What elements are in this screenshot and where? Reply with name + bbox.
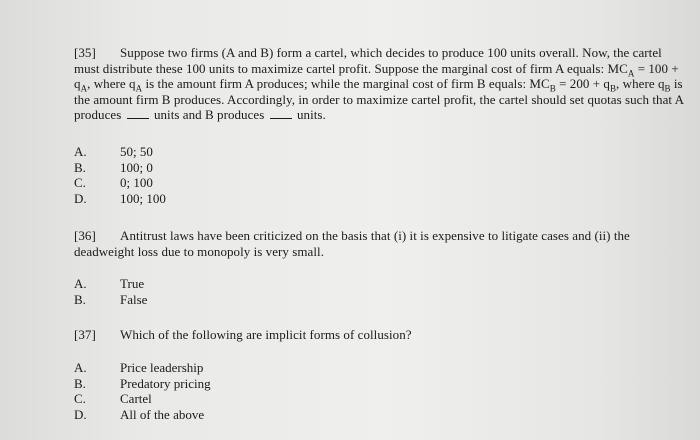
option-item: B. 100; 0 xyxy=(74,159,153,175)
question-35-text: [35] Suppose two firms (A and B) form a cartel, which decides to produce 100 units overall. Now, the cartel must distribute these 100 units to maximize cartel profit. Suppose the marginal cost of firm A equals: $MC_A = 100 + q_A$, where $q_A$ is the amount firm A produces; while the marginal cost of firm B equals: $MC_B = 200 + q_B$, where $q_B$ is the amount firm B produces. Accordingly, in order to maximize cartel profit, the cartel should set quotas such that A produces units and B produces units. xyxy=(74,45,684,122)
answer-blank-b xyxy=(270,108,292,119)
question-36-options xyxy=(74,276,147,307)
option-item: A. Price leadership xyxy=(74,360,204,375)
option-item: D. 100; 100 xyxy=(74,190,166,206)
option-item: C. 0; 100 xyxy=(74,175,153,190)
question-37-text: [37] Which of the following are implicit forms of collusion? xyxy=(74,327,412,342)
answer-blank-a xyxy=(127,108,149,119)
question-37-options xyxy=(74,360,211,422)
option-item: A. True xyxy=(74,276,145,291)
question-35-options xyxy=(74,144,166,206)
question-37-number: [37] xyxy=(74,327,96,342)
option-item: C. Cartel xyxy=(74,391,152,406)
question-35-number: [35] xyxy=(74,45,96,60)
option-item: D. All of the above xyxy=(74,406,205,422)
question-36-text: [36] Antitrust laws have been criticized on the basis that (i) it is expensive to litigate cases and (ii) the deadweight loss due to monopoly is very small. xyxy=(74,228,630,259)
option-item: B. Predatory pricing xyxy=(74,375,211,391)
option-item: A. 50; 50 xyxy=(74,144,153,159)
question-36-number: [36] xyxy=(74,228,96,243)
option-item: B. False xyxy=(74,291,148,307)
